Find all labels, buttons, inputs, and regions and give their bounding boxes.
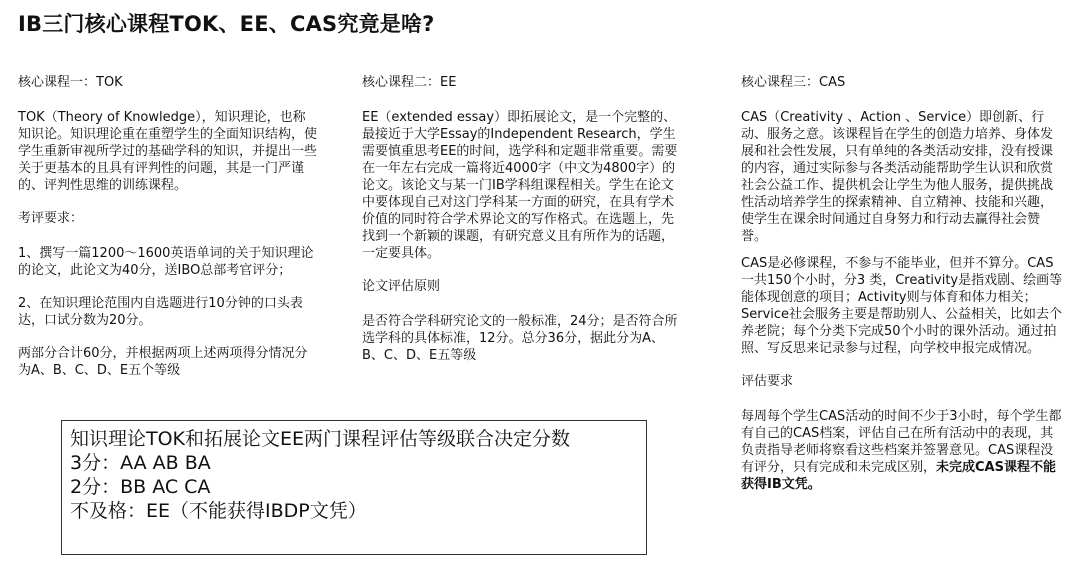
cas-intro: CAS（Creativity 、Action 、Service）即创新、行动、服务之意。该课程旨在学生的创造力培养、身体发展和社会性发展，只有单纯的各类活动安排，没有授课的内容，通过实际参与各类活动能帮助学生认识和欣赏社会公益工作、提供机会让学生为他人服务，提供挑战性活动培养学生的探索精神、自立精神、技能和兴趣，使学生在课余时间通过自身努力和行动去赢得社会赞誉。 [741, 110, 1054, 244]
ee-heading: 核心课程二：EE [362, 75, 457, 90]
cas-eval-text: 每周每个学生CAS活动的时间不少于3小时，每个学生都有自己的CAS档案，评估自己在所有活动中的表现，其负责指导老师将察看这些档案并签署意见。CAS课程没有评分，只有完成和未完成区别， [741, 409, 1062, 475]
cas-eval-bold: 未完成CAS课程不能获得IB文凭。 [741, 460, 1056, 492]
tok-heading: 核心课程一：TOK [18, 75, 123, 90]
page-title: IB三门核心课程TOK、EE、CAS究竟是啥? [18, 12, 435, 36]
cas-eval [741, 408, 1063, 493]
tok-requirements-label: 考评要求： [18, 211, 84, 226]
summary-line-4: 不及格：EE（不能获得IBDP文凭） [70, 500, 367, 522]
cas-column [741, 74, 1063, 509]
cas-detail: CAS是必修课程，不参与不能毕业，但并不算分。CAS一共150个小时，分3 类，Creativity是指戏剧、绘画等能体现创意的项目；Activity则与体育和体力相关；Service社会服务主要是帮助别人、公益相关，比如去个养老院；每个分类下完成50个小时的课外活动。通过拍照、写反思来记录参与过程，向学校申报完成情况。 [741, 256, 1063, 356]
ee-column [362, 74, 680, 380]
tok-total: 两部分合计60分，并根据两项上述两项得分情况分为A、B、C、D、E五个等级 [18, 346, 308, 378]
summary-line-3: 2分：BB AC CA [70, 476, 211, 498]
tok-requirement-1: 1、撰写一篇1200～1600英语单词的关于知识理论的论文，此论文为40分，送IBO总部考官评分； [18, 246, 314, 278]
tok-intro: TOK（Theory of Knowledge），知识理论，也称知识论。知识理论重在重塑学生的全面知识结构，使学生重新审视所学过的基础学科的知识，并提出一些关于更基本的且具有评判性的问题，其是一门严谨的、评判性思维的训练课程。 [18, 110, 318, 193]
ee-eval: 是否符合学科研究论文的一般标准，24分；是否符合所选学科的具体标准，12分。总分36分，据此分为A、B、C、D、E五等级 [362, 314, 678, 363]
cas-heading: 核心课程三：CAS [741, 75, 846, 90]
grading-summary-box [61, 420, 647, 555]
summary-line-2: 3分：AA AB BA [70, 452, 211, 474]
ee-eval-label: 论文评估原则 [362, 279, 441, 294]
ee-intro: EE（extended essay）即拓展论文，是一个完整的、最接近于大学Essay的Independent Research，学生需要慎重思考EE的时间，选学科和定题非常重要。需要在一年左右完成一篇将近4000字（中文为4800字）的论文。该论文与某一门IB学科组课程相关。学生在论文中要体现自己对这门学科某一方面的研究，在具有学术价值的同时符合学术界论文的写作格式。在选题上，先找到一个新颖的课题，有研究意义且有所作为的话题，一定要具体。 [362, 110, 678, 261]
tok-requirement-2: 2、在知识理论范围内自选题进行10分钟的口头表达，口试分数为20分。 [18, 296, 303, 328]
tok-column [18, 74, 318, 395]
cas-eval-label: 评估要求 [741, 374, 794, 389]
summary-line-1: 知识理论TOK和拓展论文EE两门课程评估等级联合决定分数 [70, 428, 571, 450]
